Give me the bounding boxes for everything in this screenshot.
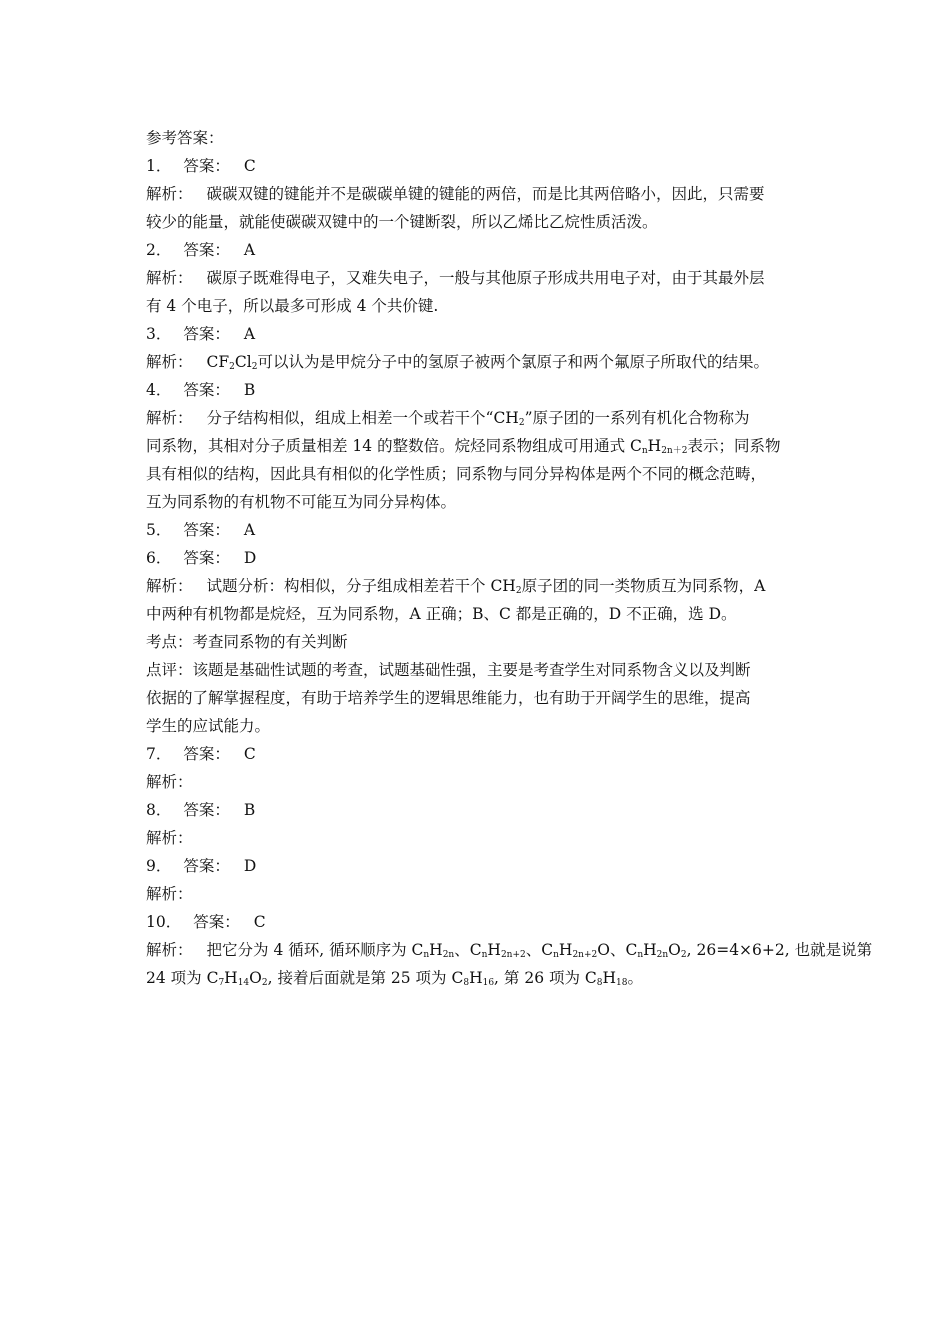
formula-subscript: n (553, 950, 559, 960)
answer-label: 答案： (193, 913, 240, 931)
explanation-line (146, 404, 812, 432)
formula-part: H (647, 437, 662, 455)
explanation-line: 具有相似的结构，因此具有相似的化学性质；同系物与同分异构体是两个不同的概念范畴， (146, 465, 767, 483)
explanation-line (146, 964, 812, 992)
explanation-text: 。 (627, 969, 643, 987)
formula-subscript: 8 (463, 978, 470, 988)
page-heading: 参考答案： (146, 129, 224, 147)
formula-part: O (249, 969, 262, 987)
formula-subscript: 8 (596, 978, 603, 988)
answer-number: 6． (146, 549, 172, 567)
answer-row (146, 544, 812, 572)
answer-value: A (243, 241, 256, 259)
formula (207, 353, 258, 371)
formula-part: H (558, 941, 573, 959)
answer-row (146, 796, 812, 824)
formula-subscript: 2n+2 (572, 950, 598, 960)
answer-value: C (253, 913, 266, 931)
explanation-line (146, 572, 812, 600)
formula-part: H (643, 941, 657, 959)
formula-part: H (429, 941, 443, 959)
formula-part: H (487, 941, 501, 959)
answer-number: 4． (146, 381, 172, 399)
answer-key (146, 124, 873, 992)
dianping-line: 依据的了解掌握程度，有助于培养学生的逻辑思维能力，也有助于开阔学生的思维，提高 (146, 689, 751, 707)
dianping-line: 学生的应试能力。 (146, 717, 271, 735)
explanation-line (146, 432, 812, 460)
formula-subscript: 2 (261, 978, 268, 988)
answer-row (146, 236, 812, 264)
explanation-label: 解析： (146, 773, 193, 791)
answer-value: D (243, 549, 257, 567)
answer-row (146, 376, 812, 404)
answer-label: 答案： (183, 241, 230, 259)
explanation-text: , 第 26 项为 C (494, 969, 597, 987)
formula-subscript: 16 (482, 978, 495, 988)
answer-label: 答案： (183, 157, 230, 175)
answer-number: 10． (146, 913, 182, 931)
explanation-text: 碳碳双键的键能并不是碳碳单键的键能的两倍，而是比其两倍略小，因此，只需要 (206, 185, 765, 203)
formula-subscript: n (641, 446, 648, 456)
explanation-line (146, 936, 873, 964)
answer-row (146, 740, 812, 768)
explanation-label: 解析： (146, 185, 193, 203)
formula-subscript: 2 (229, 362, 235, 372)
answer-label: 答案： (183, 325, 230, 343)
answer-label: 答案： (183, 381, 230, 399)
formula-subscript: 14 (237, 978, 250, 988)
explanation-line: 中两种有机物都是烷烃，互为同系物，A 正确；B、C 都是正确的，D 不正确，选 D。 (146, 605, 737, 623)
formula-subscript: 18 (616, 978, 628, 988)
formula-part: O、C (597, 941, 638, 959)
formula-part: 、C (525, 941, 554, 959)
formula-part: CF (206, 353, 230, 371)
formula-subscript: 7 (218, 978, 225, 988)
answer-row (146, 516, 812, 544)
answer-value: C (243, 157, 256, 175)
answer-label: 答案： (183, 857, 230, 875)
answer-number: 7． (146, 745, 172, 763)
explanation-text: , 接着后面就是第 25 项为 C (267, 969, 464, 987)
dianping-line: 点评：该题是基础性试题的考查，试题基础性强，主要是考查学生对同系物含义以及判断 (146, 661, 751, 679)
formula-subscript: n (481, 950, 488, 960)
explanation-line: 有 4 个电子，所以最多可形成 4 个共价键. (146, 297, 439, 315)
answer-number: 2． (146, 241, 172, 259)
explanation-text: 把它分为 4 循环, 循环顺序为 C (206, 941, 424, 959)
formula-part: H (602, 969, 617, 987)
explanation-text: 原子团的同一类物质互为同系物，A (521, 577, 766, 595)
formula-subscript: 2 (518, 418, 525, 428)
answer-number: 8． (146, 801, 172, 819)
formula-subscript: 2n＋2 (661, 446, 688, 456)
answer-row (146, 852, 812, 880)
explanation-label: 解析： (146, 577, 193, 595)
answer-label: 答案： (183, 549, 230, 567)
explanation-text: 表示；同系物 (687, 437, 781, 455)
answer-number: 1． (146, 157, 172, 175)
explanation-label: 解析： (146, 829, 193, 847)
explanation-label: 解析： (146, 885, 193, 903)
answer-value: A (243, 325, 256, 343)
answer-value: B (243, 801, 256, 819)
answer-label: 答案： (183, 521, 230, 539)
explanation-text: 碳原子既难得电子，又难失电子，一般与其他原子形成共用电子对，由于其最外层 (206, 269, 765, 287)
answer-number: 3． (146, 325, 172, 343)
formula-subscript: 2n (442, 950, 455, 960)
explanation-line (146, 348, 812, 376)
formula-subscript: 2n (656, 950, 669, 960)
explanation-text: 试题分析：构相似，分子组成相差若干个 CH (206, 577, 516, 595)
formula-subscript: n (637, 950, 644, 960)
formula-part: O (668, 941, 681, 959)
answer-number: 9． (146, 857, 172, 875)
formula-subscript: 2 (251, 362, 258, 372)
answer-value: A (243, 521, 256, 539)
answer-label: 答案： (183, 745, 230, 763)
answer-value: B (243, 381, 256, 399)
formula-part: H (469, 969, 483, 987)
formula-subscript: 2n+2 (500, 950, 526, 960)
explanation-text: , 26=4×6+2, 也就是说第 (686, 941, 873, 959)
formula-part: 、C (454, 941, 482, 959)
explanation-label: 解析： (146, 409, 193, 427)
explanation-text: 分子结构相似，组成上相差一个或若干个“CH (206, 409, 519, 427)
explanation-label: 解析： (146, 269, 193, 287)
formula-subscript: 2 (680, 950, 687, 960)
explanation-text: ”原子团的一系列有机化合物称为 (524, 409, 750, 427)
explanation-text: 24 项为 C (146, 969, 219, 987)
explanation-line (146, 264, 812, 292)
formula-part: H (224, 969, 238, 987)
explanation-text: 同系物，其相对分子质量相差 14 的整数倍。烷烃同系物组成可用通式 C (146, 437, 642, 455)
explanation-line: 互为同系物的有机物不可能互为同分异构体。 (146, 493, 457, 511)
answer-label: 答案： (183, 801, 230, 819)
explanation-label: 解析： (146, 353, 193, 371)
formula-part: Cl (234, 353, 252, 371)
answer-value: D (243, 857, 257, 875)
kaodian-line: 考点：考查同系物的有关判断 (146, 633, 348, 651)
explanation-line: 较少的能量，就能使碳碳双键中的一个键断裂，所以乙烯比乙烷性质活泼。 (146, 213, 658, 231)
explanation-label: 解析： (146, 941, 193, 959)
formula-subscript: 2 (515, 586, 522, 596)
answer-row (146, 320, 812, 348)
answer-value: C (243, 745, 256, 763)
answer-number: 5． (146, 521, 172, 539)
answer-row (146, 152, 812, 180)
formula-subscript: n (423, 950, 430, 960)
explanation-line (146, 180, 812, 208)
answer-row (146, 908, 812, 936)
explanation-text: 可以认为是甲烷分子中的氢原子被两个氯原子和两个氟原子所取代的结果。 (257, 353, 769, 371)
